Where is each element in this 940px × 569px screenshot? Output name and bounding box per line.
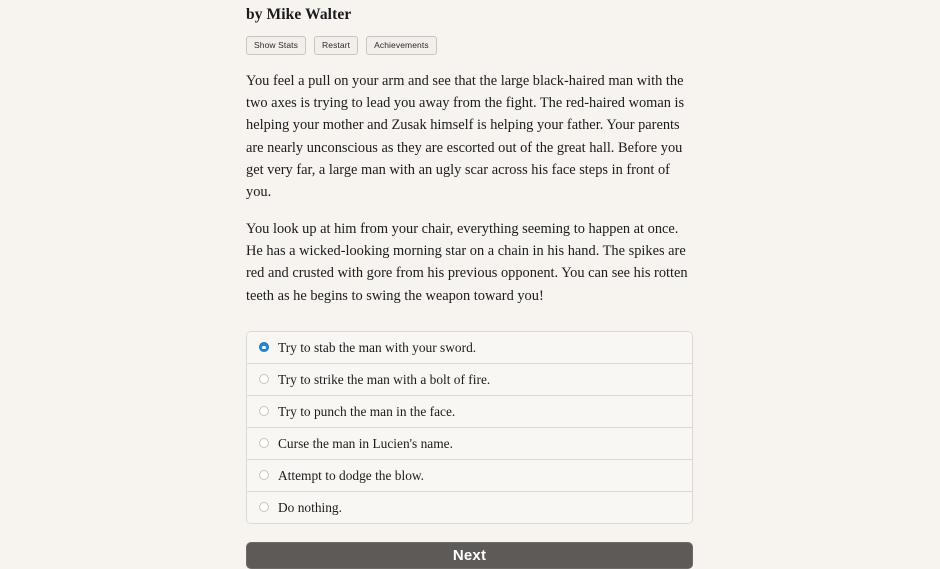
choice-option-4[interactable] bbox=[247, 428, 692, 460]
choice-label: Try to stab the man with your sword. bbox=[278, 339, 477, 355]
next-button[interactable]: Next bbox=[246, 542, 693, 569]
toolbar bbox=[246, 36, 693, 56]
choice-option-2[interactable] bbox=[247, 364, 692, 396]
story-paragraph-2: You look up at him from your chair, everything seeming to happen at once. He has a wicked-looking morning star on a chain in his hand. The spikes are red and crusted with gore from his previous opponent. You can see his rotten teeth as he begins to swing the weapon toward you! bbox=[246, 221, 688, 304]
radio-icon-selected[interactable] bbox=[259, 342, 269, 352]
choice-option-6[interactable] bbox=[247, 492, 692, 523]
choice-option-1[interactable] bbox=[247, 332, 692, 364]
choice-option-5[interactable] bbox=[247, 460, 692, 492]
choice-list bbox=[246, 331, 693, 524]
choice-option-3[interactable] bbox=[247, 396, 692, 428]
choice-label: Try to punch the man in the face. bbox=[278, 403, 456, 419]
radio-icon[interactable] bbox=[259, 374, 269, 384]
radio-icon[interactable] bbox=[259, 470, 269, 480]
radio-icon[interactable] bbox=[259, 438, 269, 448]
story-paragraph-1: You feel a pull on your arm and see that the large black-haired man with the two axes is trying to lead you away from the fight. The red-haired woman is helping your mother and Zusak himself is helping your father. Your parents are nearly unconscious as they are escorted out of the great hall. Before you get very far, a large man with an ugly scar across his face steps in front of you. bbox=[246, 73, 685, 200]
restart-button[interactable]: Restart bbox=[314, 36, 358, 56]
radio-icon[interactable] bbox=[259, 406, 269, 416]
achievements-button[interactable]: Achievements bbox=[366, 36, 437, 56]
choice-label: Curse the man in Lucien's name. bbox=[278, 435, 453, 451]
choice-label: Try to strike the man with a bolt of fire. bbox=[278, 371, 491, 387]
radio-icon[interactable] bbox=[259, 502, 269, 512]
choice-label: Attempt to dodge the blow. bbox=[278, 467, 425, 483]
choice-label: Do nothing. bbox=[278, 499, 342, 515]
byline: by Mike Walter bbox=[246, 6, 352, 23]
show-stats-button[interactable]: Show Stats bbox=[246, 36, 306, 56]
content-column bbox=[246, 0, 693, 569]
